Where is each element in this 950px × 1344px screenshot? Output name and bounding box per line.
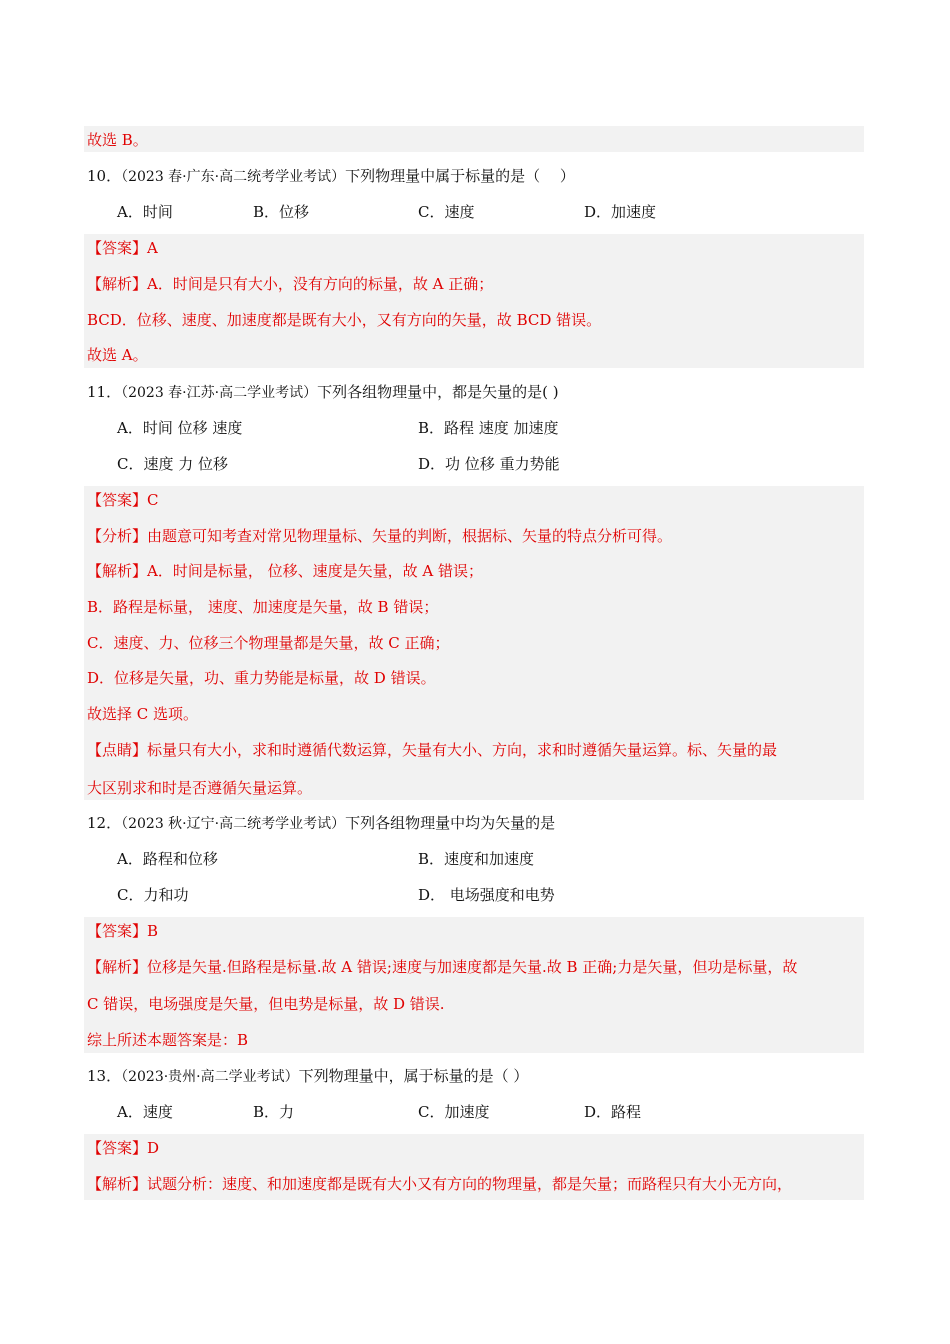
q13-option-a: A．速度	[117, 1103, 173, 1121]
question-number: 13．	[87, 1067, 122, 1085]
question-11	[87, 382, 559, 403]
question-number: 10．	[87, 167, 122, 185]
question-stem: 下列各组物理量中，都是矢量的是( )	[317, 383, 559, 401]
q12-option-a: A．路程和位移	[117, 850, 218, 868]
answer-box-q9	[84, 126, 864, 152]
q10-option-c: C．速度	[418, 203, 475, 221]
q11-answer: 【答案】C	[87, 491, 159, 509]
question-stem: 下列各组物理量中均为矢量的是	[345, 814, 556, 832]
q10-option-b: B．位移	[253, 203, 310, 221]
q12-answer: 【答案】B	[87, 922, 159, 940]
question-source: （2023 春·江苏·高二学业考试）	[121, 385, 318, 401]
question-stem: 下列物理量中，属于标量的是（ ）	[298, 1067, 529, 1085]
answer-box-q10	[84, 234, 864, 368]
q11-option-d: D．功 位移 重力势能	[418, 455, 560, 473]
q10-option-a: A．时间	[117, 203, 173, 221]
q9-conclusion: 故选 B。	[87, 131, 148, 149]
q11-analysis-line: 故选择 C 选项。	[87, 705, 199, 723]
question-source: （2023 春·广东·高二统考学业考试）	[121, 169, 346, 185]
question-stem: 下列物理量中属于标量的是（ ）	[345, 167, 575, 185]
q11-analysis-line: 【解析】A．时间是标量， 位移、速度是矢量，故 A 错误；	[87, 562, 483, 580]
q10-option-d: D．加速度	[584, 203, 657, 221]
q11-dianjing-line: 【点睛】标量只有大小，求和时遵循代数运算，矢量有大小、方向，求和时遵循矢量运算。标、矢量的最	[87, 741, 778, 759]
q12-analysis-line: C 错误，电场强度是矢量，但电势是标量，故 D 错误.	[87, 995, 445, 1013]
q11-fenxi: 【分析】由题意可知考查对常见物理量标、矢量的判断，根据标、矢量的特点分析可得。	[87, 527, 673, 545]
q10-analysis-line: BCD．位移、速度、加速度都是既有大小，又有方向的矢量，故 BCD 错误。	[87, 311, 602, 329]
q13-option-c: C．加速度	[418, 1103, 490, 1121]
question-13	[87, 1066, 528, 1087]
q12-analysis-line: 【解析】位移是矢量.但路程是标量.故 A 错误;速度与加速度都是矢量.故 B 正确;力是矢量，但功是标量，故	[87, 958, 798, 976]
q10-analysis-line: 故选 A。	[87, 346, 148, 364]
question-number: 11．	[87, 383, 122, 401]
q10-answer: 【答案】A	[87, 239, 158, 257]
q11-option-b: B．路程 速度 加速度	[418, 419, 559, 437]
q12-option-c: C．力和功	[117, 886, 189, 904]
q12-option-d: D． 电场强度和电势	[418, 886, 555, 904]
q11-dianjing-line: 大区别求和时是否遵循矢量运算。	[87, 779, 313, 797]
q11-analysis-line: B．路程是标量， 速度、加速度是矢量，故 B 错误；	[87, 598, 439, 616]
q10-analysis-line: 【解析】A．时间是只有大小，没有方向的标量，故 A 正确；	[87, 275, 494, 293]
q12-option-b: B．速度和加速度	[418, 850, 535, 868]
q13-option-d: D．路程	[584, 1103, 642, 1121]
q13-answer: 【答案】D	[87, 1139, 160, 1157]
q13-analysis-line: 【解析】试题分析：速度、和加速度都是既有大小又有方向的物理量，都是矢量；而路程只有大小无方向，	[87, 1175, 793, 1193]
question-number: 12．	[87, 814, 122, 832]
question-12	[87, 813, 555, 834]
q11-option-c: C．速度 力 位移	[117, 455, 229, 473]
q11-analysis-line: C．速度、力、位移三个物理量都是矢量，故 C 正确；	[87, 634, 450, 652]
q12-analysis-line: 综上所述本题答案是：B	[87, 1031, 249, 1049]
question-source: （2023 秋·辽宁·高二统考学业考试）	[121, 816, 346, 832]
question-10	[87, 166, 575, 187]
q11-analysis-line: D．位移是矢量，功、重力势能是标量，故 D 错误。	[87, 669, 436, 687]
q13-option-b: B．力	[253, 1103, 295, 1121]
q11-option-a: A．时间 位移 速度	[117, 419, 243, 437]
question-source: （2023·贵州·高二学业考试）	[121, 1069, 299, 1085]
